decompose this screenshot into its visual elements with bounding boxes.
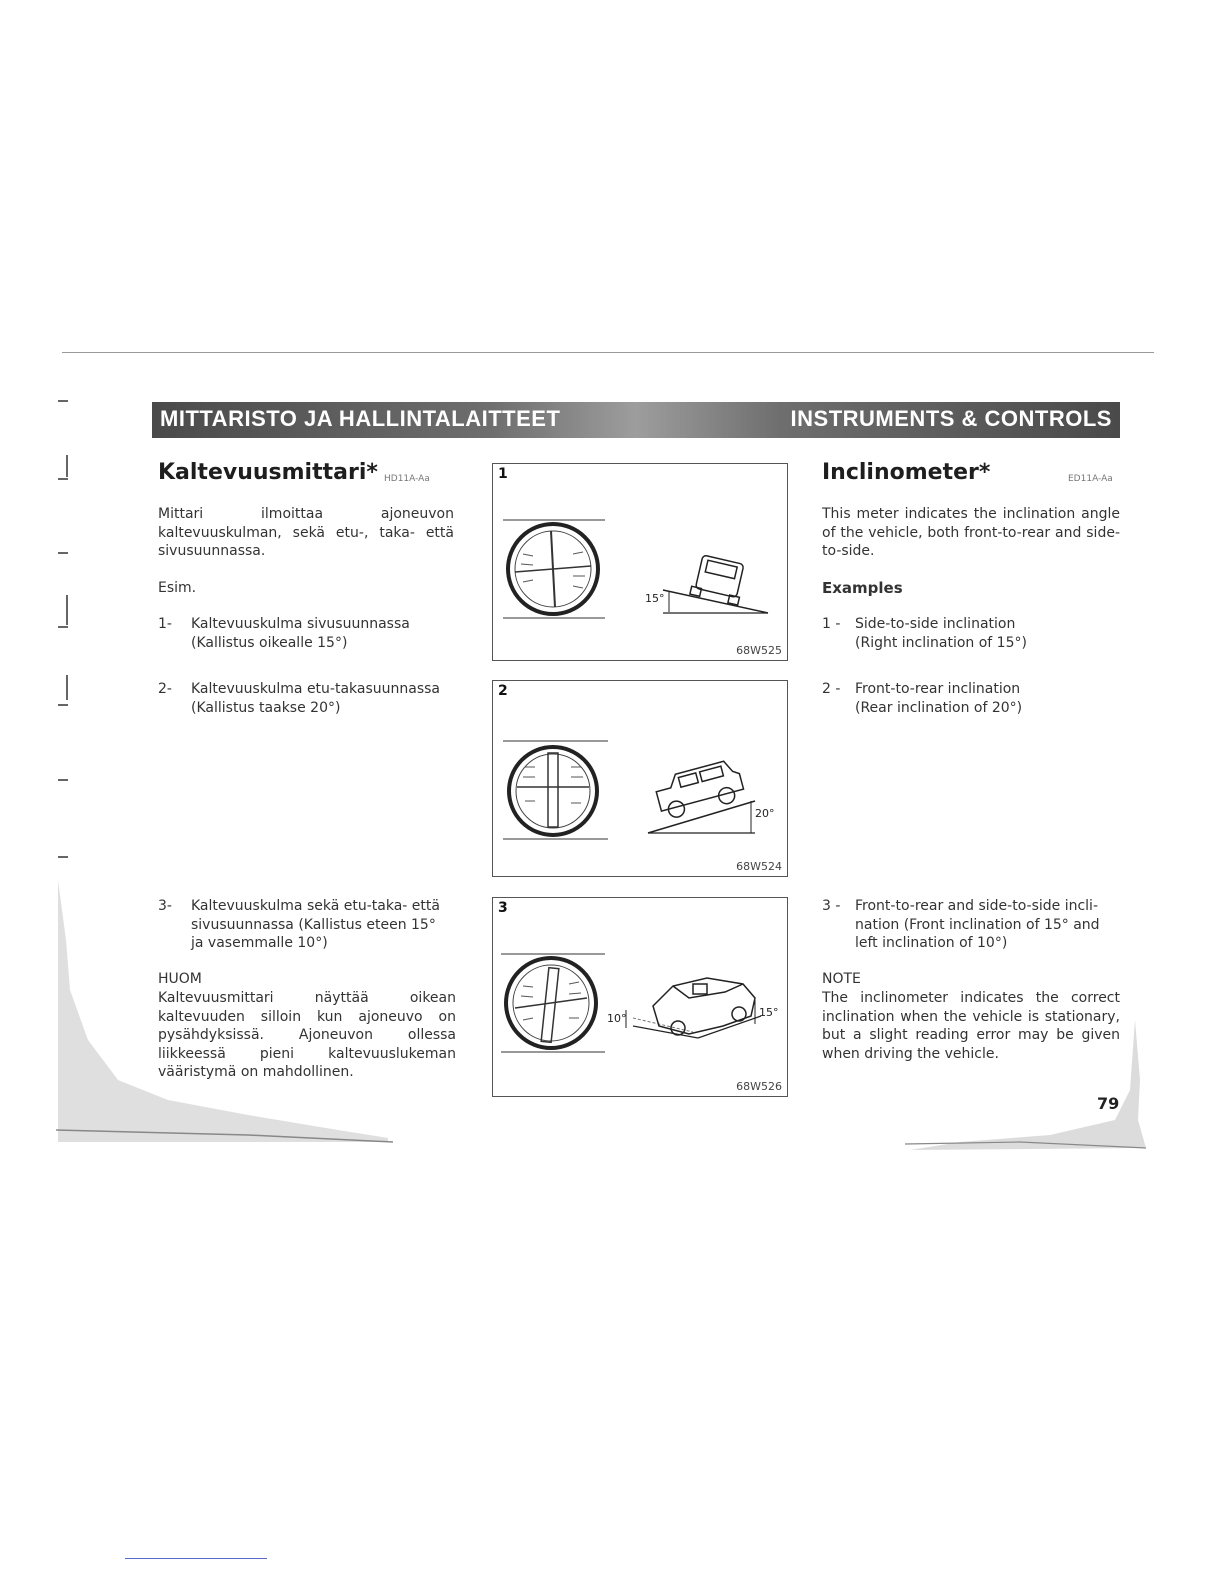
binding-marks — [56, 395, 72, 865]
fi-example-1-num: 1- — [158, 616, 172, 632]
en-note-label: NOTE — [822, 971, 861, 987]
fi-example-2-text — [191, 680, 440, 717]
figure-3-angle-label-front: 15° — [759, 1006, 779, 1019]
en-example-2-num: 2 - — [822, 681, 841, 697]
en-example-2-line2: (Rear inclination of 20°) — [855, 699, 1023, 716]
figure-1-number: 1 — [498, 466, 508, 482]
en-note: The inclinometer indicates the correct inclination when the vehicle is stationary, but a slight reading error may be given when driving the vehicle. — [822, 990, 1120, 1062]
fi-example-2 — [158, 680, 458, 720]
en-example-2-text — [855, 680, 1022, 717]
fi-example-1-line1: Kaltevuuskulma sivusuunnassa — [191, 616, 410, 632]
fi-example-3-line2: sivusuunnassa (Kallistus eteen 15° — [191, 916, 436, 933]
en-example-1-line2: (Right inclination of 15°) — [855, 634, 1027, 651]
fi-examples-label: Esim. — [158, 580, 197, 596]
figure-2-drawing — [493, 681, 787, 876]
figure-2-code: 68W524 — [736, 860, 782, 873]
en-example-1-text — [855, 615, 1027, 652]
en-example-1 — [822, 615, 1122, 655]
figure-1 — [492, 463, 788, 661]
en-example-1-num: 1 - — [822, 616, 841, 632]
scan-smudge-right — [900, 1020, 1150, 1155]
fi-example-3-line1: Kaltevuuskulma sekä etu-taka- että — [191, 898, 440, 914]
figure-2-angle-label: 20° — [755, 807, 775, 820]
figure-3-angle-label-side: 10° — [607, 1012, 627, 1025]
figure-1-angle-label: 15° — [645, 592, 665, 605]
fi-example-2-line2: (Kallistus taakse 20°) — [191, 699, 341, 716]
en-code: ED11A-Aa — [1068, 474, 1113, 484]
en-example-3-line2: nation (Front inclination of 15° and — [855, 916, 1100, 933]
scan-smudge-left — [48, 880, 398, 1145]
en-title: Inclinometer* — [822, 460, 991, 485]
figure-3-code: 68W526 — [736, 1080, 782, 1093]
en-example-3-text — [855, 897, 1100, 953]
en-example-3-num: 3 - — [822, 898, 841, 914]
figure-3-number: 3 — [498, 900, 508, 916]
figure-1-drawing — [493, 464, 787, 660]
fi-example-2-line1: Kaltevuuskulma etu-takasuunnassa — [191, 681, 441, 697]
fi-title: Kaltevuusmittari* — [158, 460, 378, 485]
en-example-3-line1: Front-to-rear and side-to-side incli- — [855, 898, 1098, 914]
header-english: INSTRUMENTS & CONTROLS — [790, 406, 1112, 431]
fi-example-1-text — [191, 615, 410, 652]
fi-note: Kaltevuusmittari näyttää oikean kaltevuuden silloin kun ajoneuvo on pysähdyksissä. Ajoneuvon ollessa liikkeessä pieni kaltevuuslukeman vääristymä on mahdollinen. — [158, 990, 456, 1080]
bottom-line — [125, 1558, 267, 1559]
en-example-1-line1: Side-to-side inclination — [855, 616, 1016, 632]
figure-3-drawing — [493, 898, 787, 1096]
fi-intro: Mittari ilmoittaa ajoneuvon kaltevuuskulman, sekä etu-, taka- että sivusuunnassa. — [158, 506, 454, 559]
fi-example-1-line2: (Kallistus oikealle 15°) — [191, 634, 348, 651]
figure-1-code: 68W525 — [736, 644, 782, 657]
fi-example-3-num: 3- — [158, 898, 172, 914]
en-examples-label: Examples — [822, 579, 903, 597]
en-example-2 — [822, 680, 1122, 720]
en-example-3-line3: left inclination of 10°) — [855, 935, 1008, 951]
top-rule — [62, 352, 1154, 353]
figure-3 — [492, 897, 788, 1097]
fi-code: HD11A-Aa — [384, 474, 430, 484]
en-intro: This meter indicates the inclination angle of the vehicle, both front-to-rear and side-to-side. — [822, 506, 1120, 559]
figure-2 — [492, 680, 788, 877]
fi-note-label: HUOM — [158, 971, 202, 987]
fi-example-1 — [158, 615, 458, 655]
header-finnish: MITTARISTO JA HALLINTALAITTEET — [160, 406, 561, 431]
fi-example-2-num: 2- — [158, 681, 172, 697]
figure-2-number: 2 — [498, 683, 508, 699]
page-number: 79 — [1097, 1094, 1120, 1113]
en-example-3 — [822, 897, 1122, 955]
section-header-bar — [152, 402, 1120, 438]
fi-example-3-line3: ja vasemmalle 10°) — [191, 935, 328, 951]
en-example-2-line1: Front-to-rear inclination — [855, 681, 1021, 697]
